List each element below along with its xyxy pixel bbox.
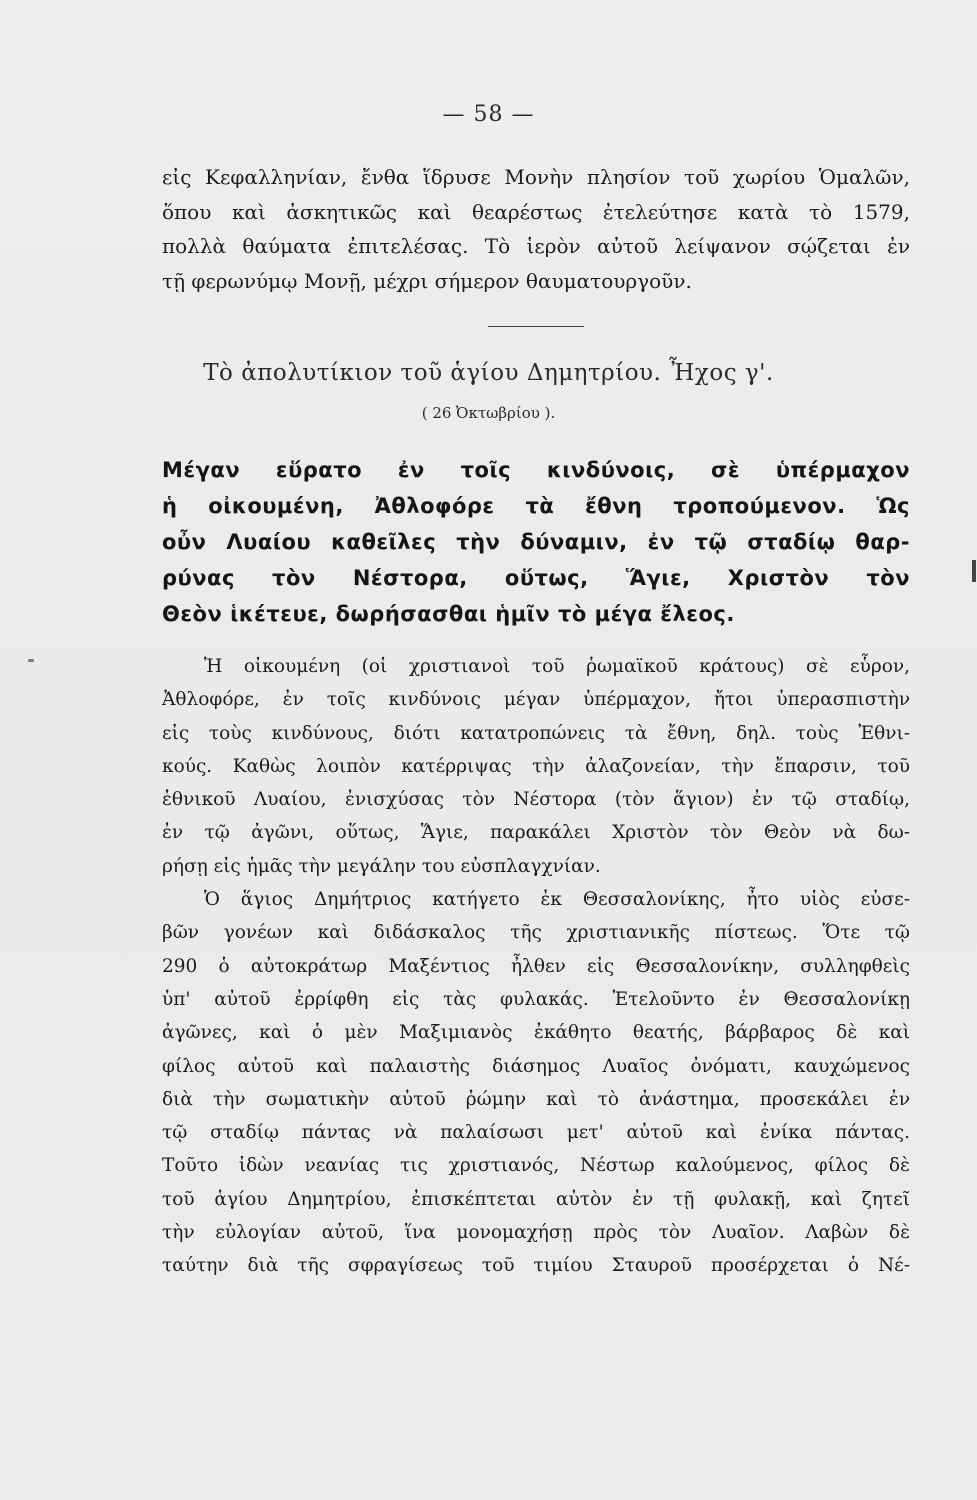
text-line: φίλος αὐτοῦ καὶ παλαιστὴς διάσημος Λυαῖος ὀνόματι, καυχώμενος	[162, 1055, 910, 1077]
text-line: ἐθνικοῦ Λυαίου, ἐνισχύσας τὸν Νέστορα (τὸν ἅγιον) ἐν τῷ σταδίῳ,	[162, 789, 910, 811]
text-line: βῶν γονέων καὶ διδάσκαλος τῆς χριστιανικῆς πίστεως. Ὅτε τῷ	[162, 922, 910, 944]
text-line: Ὁ ἅγιος Δημήτριος κατήγετο ἐκ Θεσσαλονίκης, ἦτο υἱὸς εὐσε-	[204, 889, 910, 911]
text-line: ὑπ' αὐτοῦ ἐρρίφθη εἰς τὰς φυλακάς. Ἐτελοῦντο ἐν Θεσσαλονίκῃ	[162, 988, 910, 1010]
text-line: ἀγῶνες, καὶ ὁ μὲν Μαξιμιανὸς ἐκάθητο θεατής, βάρβαρος δὲ καὶ	[162, 1022, 910, 1044]
text-line: κούς. Καθὼς λοιπὸν κατέρριψας τὴν ἀλαζονείαν, τὴν ἔπαρσιν, τοῦ	[162, 755, 910, 777]
text-line: Ἡ οἰκουμένη (οἱ χριστιανοὶ τοῦ ῥωμαϊκοῦ κράτους) σὲ εὗρον,	[204, 656, 910, 677]
section-heading: Τὸ ἀπολυτίκιον τοῦ ἁγίου Δημητρίου. Ἦχος γ'.	[203, 360, 774, 386]
page-edge-mark	[972, 560, 976, 582]
text-line: εἰς τοὺς κινδύνους, διότι κατατροπώνεις τὰ ἔθνη, δηλ. τοὺς Ἐθνι-	[162, 722, 910, 744]
text-line: ταύτην διὰ τῆς σφραγίσεως τοῦ τιμίου Σταυροῦ προσέρχεται ὁ Νέ-	[162, 1255, 910, 1277]
hymn-line: Θεὸν ἱκέτευε, δωρήσασθαι ἡμῖν τὸ μέγα ἔλεος.	[162, 602, 735, 626]
hymn-text	[162, 452, 910, 632]
commentary-text	[162, 650, 910, 1283]
hymn-line: Μέγαν εὕρατο ἐν τοῖς κινδύνοις, σὲ ὑπέρμαχον	[162, 458, 910, 482]
text-line: διὰ τὴν σωματικὴν αὐτοῦ ῥώμην καὶ τὸ ἀνάστημα, προσεκάλει ἐν	[162, 1088, 910, 1110]
text-line: Ἀθλοφόρε, ἐν τοῖς κινδύνοις μέγαν ὑπέρμαχον, ἤτοι ὑπερασπιστὴν	[162, 689, 910, 711]
text-line: πολλὰ θαύματα ἐπιτελέσας. Τὸ ἱερὸν αὐτοῦ λείψανον σῴζεται ἐν	[162, 234, 910, 258]
text-line: εἰς Κεφαλληνίαν, ἔνθα ἵδρυσε Μονὴν πλησίον τοῦ χωρίου Ὁμαλῶν,	[162, 165, 910, 189]
ink-speck	[28, 659, 34, 662]
text-line: Τοῦτο ἰδὼν νεανίας τις χριστιανός, Νέστωρ καλούμενος, φίλος δὲ	[162, 1155, 910, 1177]
section-divider	[488, 326, 584, 327]
feast-date: ( 26 Ὀκτωβρίου ).	[421, 404, 556, 422]
text-line: ὅπου καὶ ἀσκητικῶς καὶ θεαρέστως ἐτελεύτησε κατὰ τὸ 1579,	[162, 199, 910, 224]
page-number: — 58 —	[442, 102, 535, 127]
text-line: ἐν τῷ ἀγῶνι, οὕτως, Ἅγιε, παρακάλει Χριστὸν τὸν Θεὸν νὰ δω-	[162, 822, 910, 844]
text-line: ρήσῃ εἰς ἡμᾶς τὴν μεγάλην του εὐσπλαγχνίαν.	[162, 855, 601, 877]
text-line: τὴν εὐλογίαν αὐτοῦ, ἵνα μονομαχήσῃ πρὸς τὸν Λυαῖον. Λαβὼν δὲ	[162, 1222, 910, 1244]
intro-paragraph	[162, 160, 910, 298]
text-line: τοῦ ἁγίου Δημητρίου, ἐπισκέπτεται αὐτὸν ἐν τῇ φυλακῇ, καὶ ζητεῖ	[162, 1188, 910, 1210]
text-line: τῷ σταδίῳ πάντας νὰ παλαίσωσι μετ' αὐτοῦ καὶ ἐνίκα πάντας.	[162, 1122, 910, 1144]
hymn-line: ρύνας τὸν Νέστορα, οὕτως, Ἅγιε, Χριστὸν τὸν	[162, 566, 910, 590]
text-line: 290 ὁ αὐτοκράτωρ Μαξέντιος ἦλθεν εἰς Θεσσαλονίκην, συλληφθεὶς	[162, 955, 910, 977]
hymn-line: οὖν Λυαίου καθεῖλες τὴν δύναμιν, ἐν τῷ σταδίῳ θαρ-	[162, 530, 910, 554]
text-line: τῇ φερωνύμῳ Μονῇ, μέχρι σήμερον θαυματουργοῦν.	[162, 268, 692, 293]
hymn-line: ἡ οἰκουμένη, Ἀθλοφόρε τὰ ἔθνη τροπούμενον. Ὡς	[162, 494, 910, 518]
